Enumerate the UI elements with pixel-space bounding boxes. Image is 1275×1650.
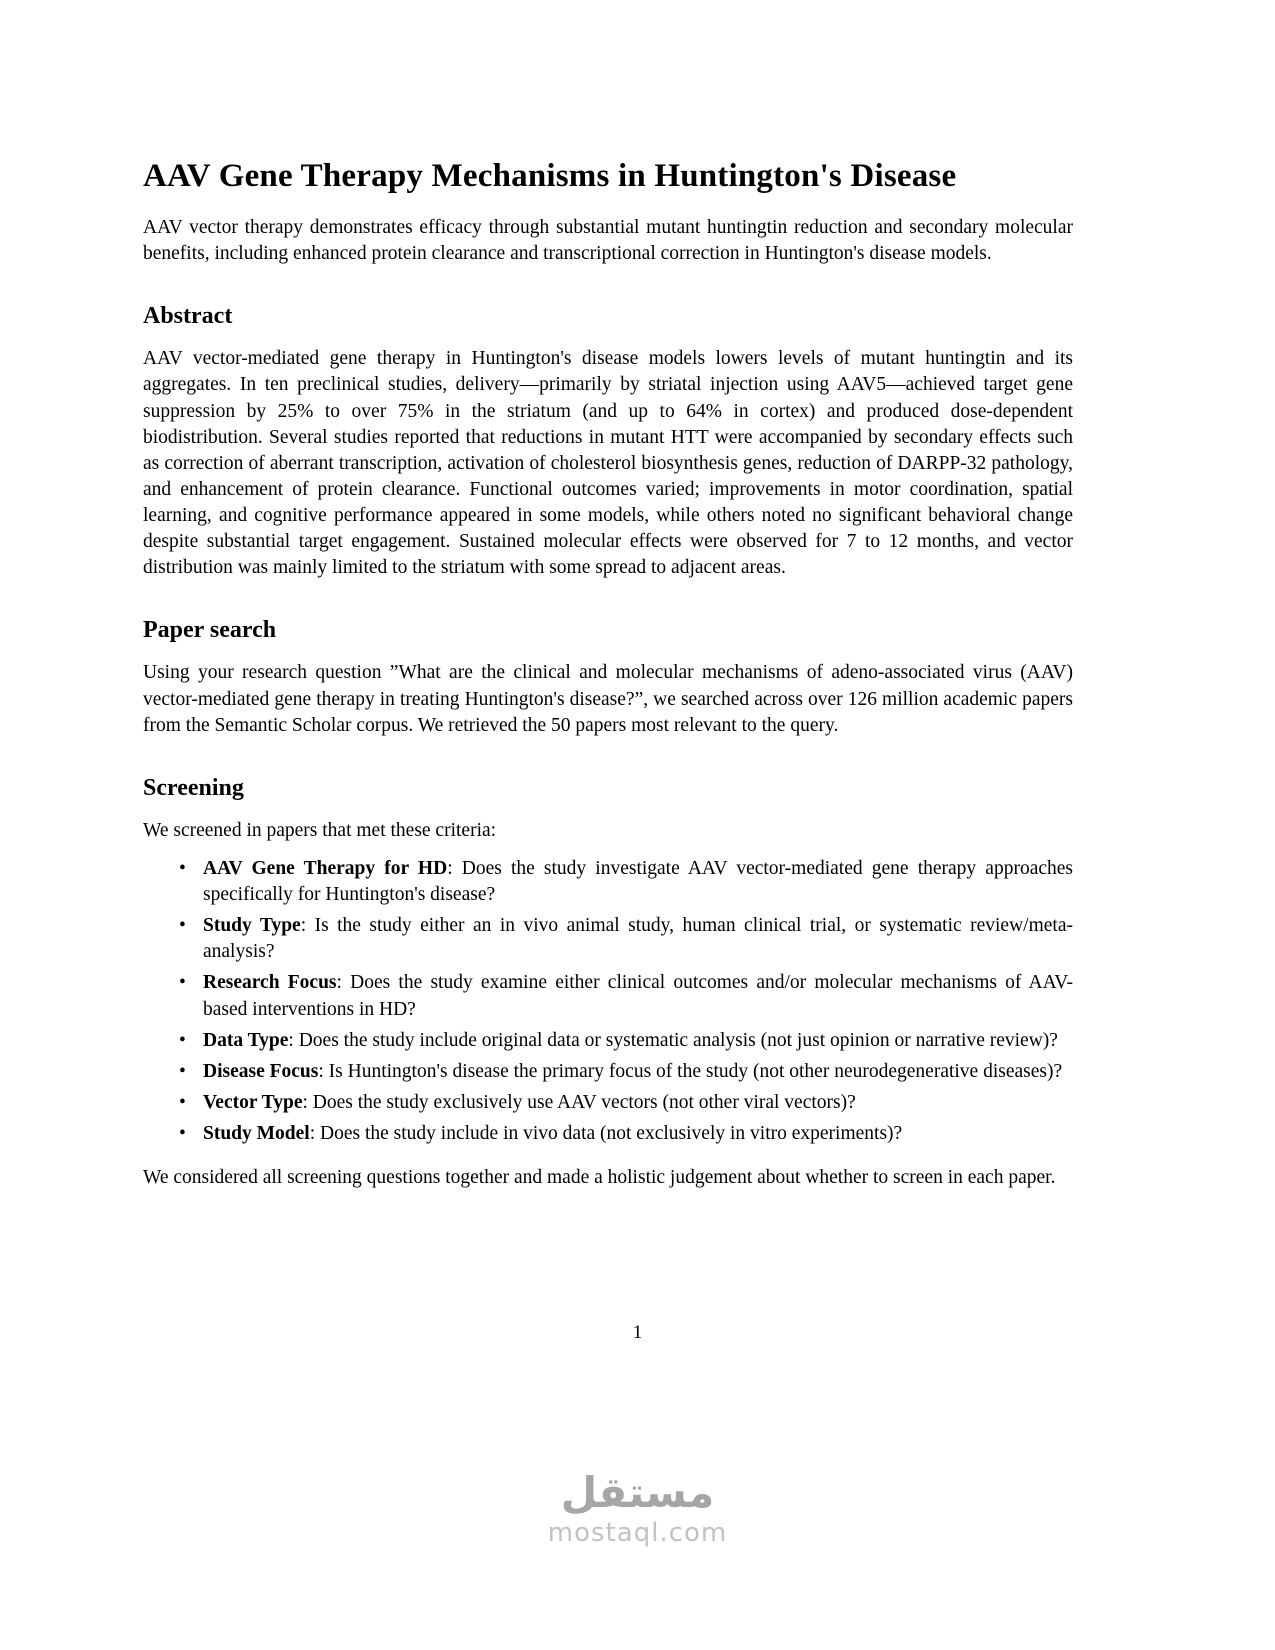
watermark	[0, 1470, 1275, 1548]
criterion-label: Study Type	[203, 915, 301, 937]
document-content	[143, 158, 1073, 1203]
criterion-text: : Does the study include in vivo data (not exclusively in vitro experiments)?	[309, 1123, 903, 1144]
screening-lead-paragraph: We screened in papers that met these criteria:	[143, 819, 497, 841]
watermark-logo-text: مستقل	[560, 1468, 715, 1517]
criterion-label: Research Focus	[203, 972, 337, 994]
criterion-label: AAV Gene Therapy for HD	[203, 857, 448, 879]
criterion-label: Data Type	[203, 1029, 289, 1051]
list-item	[203, 913, 1073, 965]
criterion-text: : Does the study examine either clinical outcomes and/or molecular mechanisms of AAV-based interventions in HD?	[203, 972, 1073, 1020]
page-number: 1	[632, 1322, 643, 1343]
list-item	[203, 1090, 1073, 1116]
list-item	[203, 856, 1073, 908]
criterion-text: : Does the study include original data or systematic analysis (not just opinion or narrative review)?	[288, 1029, 1058, 1051]
criterion-text: : Does the study exclusively use AAV vectors (not other viral vectors)?	[302, 1091, 856, 1113]
criterion-label: Vector Type	[203, 1091, 303, 1113]
paper-search-heading: Paper search	[143, 617, 277, 644]
paper-search-paragraph: Using your research question ”What are the clinical and molecular mechanisms of adeno-associated virus (AAV) vector-mediated gene therapy in treating Huntington's disease?”, we searched across over 126 million academic papers from the Semantic Scholar corpus. We retrieved the 50 papers most relevant to the query.	[143, 662, 1073, 736]
intro-paragraph: AAV vector therapy demonstrates efficacy through substantial mutant huntingtin reduction and secondary molecular benefits, including enhanced protein clearance and transcriptional correction in Huntington's disease models.	[143, 217, 1073, 265]
screening-criteria-list	[143, 856, 1073, 1147]
criterion-text: : Is the study either an in vivo animal study, human clinical trial, or systematic review/meta-analysis?	[203, 915, 1073, 963]
paper-title: AAV Gene Therapy Mechanisms in Huntington's Disease	[143, 158, 957, 194]
screening-heading: Screening	[143, 774, 244, 801]
screening-closing-paragraph: We considered all screening questions together and made a holistic judgement about whether to screen in each paper.	[143, 1167, 1056, 1189]
watermark-site-text: mostaql.com	[547, 1518, 728, 1549]
list-item	[203, 1028, 1073, 1054]
abstract-paragraph: AAV vector-mediated gene therapy in Huntington's disease models lowers levels of mutant huntingtin and its aggregates. In ten preclinical studies, delivery—primarily by striatal injection using AAV5—achieved target gene suppression by 25% to over 75% in the striatum (and up to 64% in cortex) and produced dose-dependent biodistribution. Several studies reported that reductions in mutant HTT were accompanied by secondary effects such as correction of aberrant transcription, activation of cholesterol biosynthesis genes, reduction of DARPP-32 pathology, and enhancement of protein clearance. Functional outcomes varied; improvements in motor coordination, spatial learning, and cognitive performance appeared in some models, while others noted no significant behavioral change despite substantial target engagement. Sustained molecular effects were observed for 7 to 12 months, and vector distribution was mainly limited to the striatum with some spread to adjacent areas.	[143, 348, 1073, 579]
abstract-heading: Abstract	[143, 303, 233, 330]
list-item	[203, 970, 1073, 1022]
criterion-text: : Is Huntington's disease the primary focus of the study (not other neurodegenerative diseases)?	[318, 1060, 1063, 1082]
criterion-label: Study Model	[203, 1123, 310, 1144]
list-item	[203, 1121, 1073, 1147]
criterion-label: Disease Focus	[203, 1060, 319, 1082]
list-item	[203, 1059, 1073, 1085]
criterion-text: : Does the study investigate AAV vector-mediated gene therapy approaches specifically for Huntington's disease?	[203, 857, 1073, 905]
